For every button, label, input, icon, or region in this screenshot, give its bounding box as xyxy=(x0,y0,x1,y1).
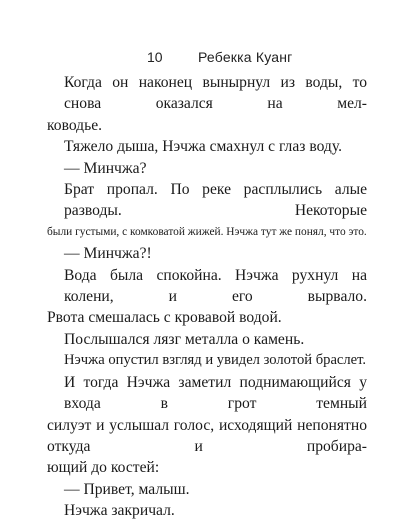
text-line: Брат пропал. По реке расплылись алые разводы. Некоторые xyxy=(64,181,367,220)
text-line: Нэчжа закричал. xyxy=(64,502,175,520)
page-number: 10 xyxy=(147,49,163,65)
text-line: — Минчжа? xyxy=(64,159,147,177)
running-head xyxy=(0,49,420,69)
text-line: Послышался лязг металла о камень. xyxy=(64,330,305,348)
text-line: Тяжело дыша, Нэчжа смахнул с глаз воду. xyxy=(64,138,342,156)
text-line: — Привет, малыш. xyxy=(64,480,190,498)
text-line: ющий до костей: xyxy=(47,459,160,477)
text-line: ководье. xyxy=(47,116,103,134)
text-line: — Минчжа?! xyxy=(64,245,152,263)
text-line: Рвота смешалась с кровавой водой. xyxy=(47,309,282,327)
text-line: Нэчжа опустил взгляд и увидел золотой браслет. xyxy=(64,352,367,369)
body-text xyxy=(47,72,367,522)
text-line: Вода была спокойна. Нэчжа рухнул на колени, и его вырвало. xyxy=(64,266,367,306)
text-line: были густыми, с комковатой жижей. Нэчжа тут же понял, что это. xyxy=(47,225,367,238)
text-line: силуэт и услышал голос, исходящий непонятно откуда и пробира- xyxy=(47,416,367,455)
text-line: Когда он наконец вынырнул из воды, то снова оказался на мел- xyxy=(64,74,367,113)
text-line: И тогда Нэчжа заметил поднимающийся у входа в грот темный xyxy=(64,373,367,413)
running-head-author: Ребекка Куанг xyxy=(198,49,293,65)
